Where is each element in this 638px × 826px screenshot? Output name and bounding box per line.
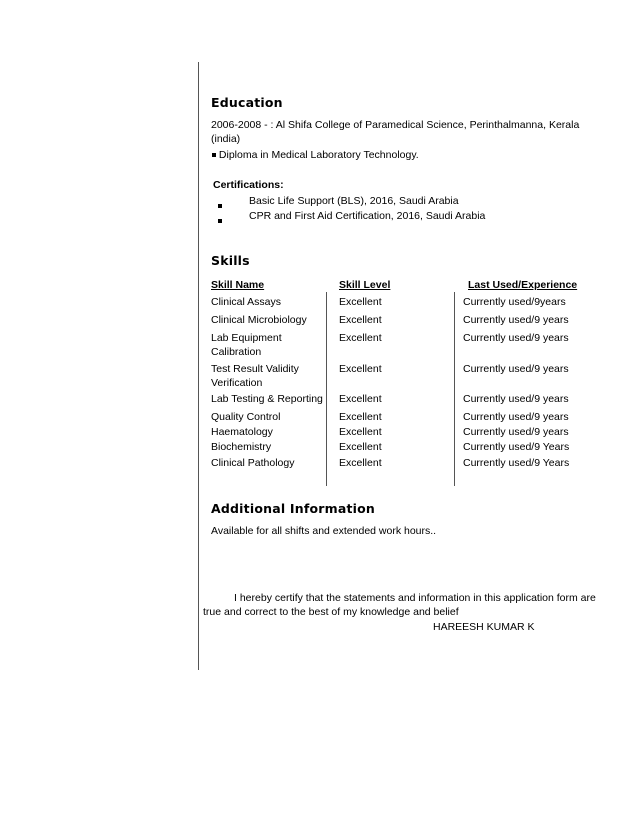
skill-name-line: Clinical Pathology: [211, 457, 295, 469]
skill-name-line: Haematology: [211, 426, 273, 438]
skill-name-line: Verification: [211, 377, 263, 389]
bullet-icon: [218, 204, 222, 208]
skill-name-cell: [211, 295, 281, 309]
skill-name-cell: [211, 456, 294, 470]
skills-heading: Skills: [211, 253, 250, 268]
diploma-item: [212, 148, 419, 162]
education-entry-line2: (india): [211, 133, 241, 145]
education-entry-line1: 2006-2008 - : Al Shifa College of Paramedical Science, Perinthalmanna, Kerala: [211, 119, 580, 131]
skill-experience-cell: Currently used/9 years: [463, 426, 569, 438]
additional-info-heading: Additional Information: [211, 501, 376, 516]
certification-item-1: Basic Life Support (BLS), 2016, Saudi Arabia: [249, 195, 459, 207]
skill-level-cell: Excellent: [339, 457, 382, 469]
skill-level-cell: Excellent: [339, 411, 382, 423]
skill-experience-cell: Currently used/9 years: [463, 411, 569, 423]
skills-header-name: Skill Name: [211, 279, 265, 291]
skill-experience-cell: Currently used/9years: [463, 296, 566, 308]
skill-name-line: Test Result Validity: [211, 363, 299, 375]
cert-bullet-2: [218, 212, 222, 230]
diploma-text: Diploma in Medical Laboratory Technology.: [218, 149, 419, 161]
skill-name-cell: [211, 392, 323, 406]
skill-name-line: Quality Control: [211, 411, 281, 423]
skill-name-cell: [211, 331, 282, 359]
left-margin-rule: [198, 62, 199, 670]
skill-name-cell: [211, 440, 271, 454]
skill-experience-cell: Currently used/9 years: [463, 363, 569, 375]
skill-level-cell: Excellent: [339, 332, 382, 344]
skill-level-cell: Excellent: [339, 296, 382, 308]
table-column-divider: [454, 292, 455, 486]
skill-level-cell: Excellent: [339, 393, 382, 405]
skill-experience-cell: Currently used/9 Years: [463, 441, 570, 453]
skill-level-cell: Excellent: [339, 314, 382, 326]
education-heading: Education: [211, 95, 283, 110]
skill-name-line: Clinical Assays: [211, 296, 282, 308]
skill-experience-cell: Currently used/9 Years: [463, 457, 570, 469]
skill-name-line: Lab Testing & Reporting: [211, 393, 323, 405]
skill-name-line: Clinical Microbiology: [211, 314, 307, 326]
skill-name-cell: [211, 425, 273, 439]
skill-name-cell: [211, 410, 280, 424]
skill-name-line: Lab Equipment: [211, 332, 282, 344]
skill-level-cell: Excellent: [339, 441, 382, 453]
additional-info-text: Available for all shifts and extended work hours..: [211, 525, 437, 537]
table-column-divider: [326, 292, 327, 486]
skill-experience-cell: Currently used/9 years: [463, 314, 569, 326]
certification-item-2: CPR and First Aid Certification, 2016, Saudi Arabia: [249, 210, 486, 222]
skill-experience-cell: Currently used/9 years: [463, 393, 569, 405]
declaration-line1: I hereby certify that the statements and information in this application form are: [234, 592, 596, 604]
skill-name-line: Biochemistry: [211, 441, 272, 453]
bullet-icon: [212, 153, 216, 157]
skills-header-experience: Last Used/Experience: [468, 279, 578, 291]
skill-experience-cell: Currently used/9 years: [463, 332, 569, 344]
skills-header-level: Skill Level: [339, 279, 391, 291]
skill-name-cell: [211, 362, 299, 390]
declaration-line2: true and correct to the best of my knowledge and belief: [203, 606, 459, 618]
bullet-icon: [218, 219, 222, 223]
skill-level-cell: Excellent: [339, 426, 382, 438]
skill-name-cell: [211, 313, 307, 327]
skill-name-line: Calibration: [211, 346, 262, 358]
certifications-heading: Certifications:: [213, 179, 284, 191]
signature-name: HAREESH KUMAR K: [433, 621, 535, 633]
skill-level-cell: Excellent: [339, 363, 382, 375]
